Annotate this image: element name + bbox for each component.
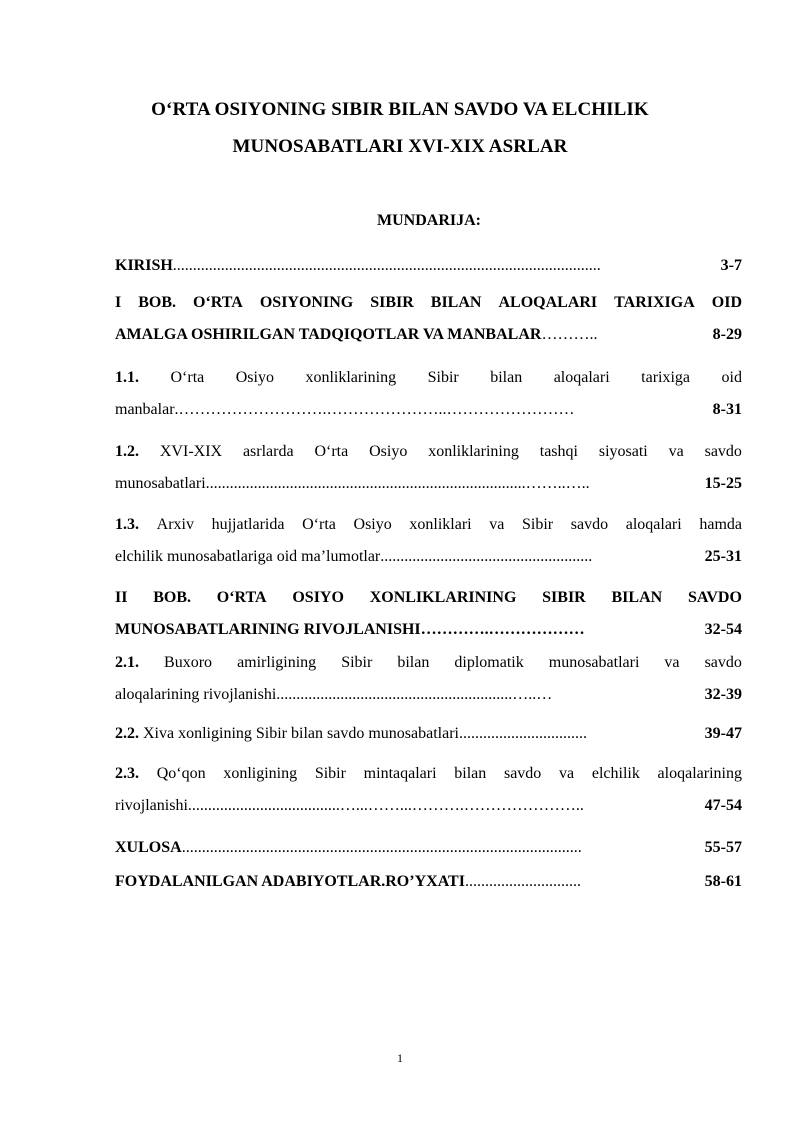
toc-page-range: 8-31	[712, 401, 742, 418]
toc-line: I BOB. O‘RTA OSIYONING SIBIR BILAN ALOQALARI TARIXIGA OID	[115, 294, 742, 311]
toc-line: 1.2. XVI-XIX asrlarda O‘rta Osiyo xonliklarining tashqi siyosati va savdo	[115, 436, 742, 468]
toc-label: KIRISH	[115, 257, 173, 274]
toc-line: II BOB. O‘RTA OSIYO XONLIKLARINING SIBIR BILAN SAVDO	[115, 589, 742, 606]
toc-section-number: 2.3.	[115, 765, 139, 782]
toc-label: XULOSA	[115, 839, 182, 856]
toc-page-range: 32-54	[704, 621, 742, 638]
toc-entry-section-1-2[interactable]	[115, 436, 742, 500]
toc-label: MUNOSABATLARINING RIVOJLANISHI	[115, 621, 421, 638]
toc-section-number: 1.1.	[115, 369, 139, 386]
toc-leader-dots: ………..	[541, 326, 598, 343]
toc-label: munosabatlari	[115, 475, 206, 492]
toc-page-range: 55-57	[704, 839, 742, 856]
toc-entry-bibliography[interactable]	[115, 866, 742, 898]
toc-section-number: 1.3.	[115, 516, 139, 533]
toc-leader-dots: ......................................…...……...……….…………………..	[187, 797, 584, 814]
toc-entry-section-2-1[interactable]	[115, 647, 742, 711]
toc-label: AMALGA OSHIRILGAN TADQIQOTLAR VA MANBALAR	[115, 326, 542, 343]
toc-line: 1.3. Arxiv hujjatlarida O‘rta Osiyo xonliklari va Sibir savdo aloqalari hamda	[115, 509, 742, 541]
toc-page-range: 25-31	[704, 548, 742, 565]
toc-page-range: 3-7	[720, 257, 742, 274]
toc-leader-dots: ...........................................................................................................	[172, 257, 601, 274]
toc-entry-section-1-3[interactable]	[115, 509, 742, 573]
toc-label: elchilik munosabatlariga oid ma’lumotlar	[115, 548, 381, 565]
toc-entry-section-2-3[interactable]	[115, 758, 742, 822]
toc-entry-kirish[interactable]	[115, 250, 742, 282]
contents-heading: MUNDARIJA:	[377, 212, 481, 229]
toc-label: Xiva xonligining Sibir bilan savdo munosabatlari	[143, 725, 459, 742]
toc-line: 2.1. Buxoro amirligining Sibir bilan diplomatik munosabatlari va savdo	[115, 647, 742, 679]
toc-page-range: 32-39	[704, 686, 742, 703]
toc-label: rivojlanishi	[115, 797, 188, 814]
toc-page-range: 39-47	[704, 725, 742, 742]
toc-leader-dots: .……………………….…………………..……………………	[174, 401, 575, 418]
toc-leader-dots: ................................................................................……..…..	[205, 475, 590, 492]
page-number: 1	[397, 1051, 403, 1065]
toc-line: 1.1. O‘rta Osiyo xonliklarining Sibir bilan aloqalari tarixiga oid	[115, 362, 742, 394]
toc-line: 2.3. Qo‘qon xonligining Sibir mintaqalari bilan savdo va elchilik aloqalarining	[115, 758, 742, 790]
toc-section-number: 2.2.	[115, 725, 139, 742]
toc-entry-section-2-2[interactable]	[115, 718, 742, 750]
toc-page-range: 47-54	[704, 797, 742, 814]
document-title-line1: O‘RTA OSIYONING SIBIR BILAN SAVDO VA ELCHILIK	[151, 99, 649, 120]
toc-entry-xulosa[interactable]	[115, 832, 742, 864]
toc-section-number: 1.2.	[115, 443, 139, 460]
toc-leader-dots: .....................................................	[380, 548, 593, 565]
toc-entry-section-1-1[interactable]	[115, 362, 742, 426]
toc-label: aloqalarining rivojlanishi	[115, 686, 277, 703]
toc-page-range: 8-29	[712, 326, 742, 343]
document-title-line2: MUNOSABATLARI XVI-XIX ASRLAR	[232, 136, 568, 157]
toc-leader-dots: ………….………………	[420, 621, 585, 638]
toc-section-number: 2.1.	[115, 654, 139, 671]
toc-leader-dots: .............................	[464, 873, 581, 890]
toc-page-range: 58-61	[704, 873, 742, 890]
toc-page-range: 15-25	[704, 475, 742, 492]
toc-leader-dots: ................................	[458, 725, 587, 742]
toc-leader-dots: ...........................................................…..…	[276, 686, 553, 703]
toc-entry-chapter-2[interactable]	[115, 582, 742, 646]
toc-label: FOYDALANILGAN ADABIYOTLAR.RO’YXATI	[115, 873, 465, 890]
toc-leader-dots: ....................................................................................................	[181, 839, 582, 856]
toc-label: manbalar	[115, 401, 175, 418]
toc-entry-chapter-1[interactable]	[115, 287, 742, 351]
